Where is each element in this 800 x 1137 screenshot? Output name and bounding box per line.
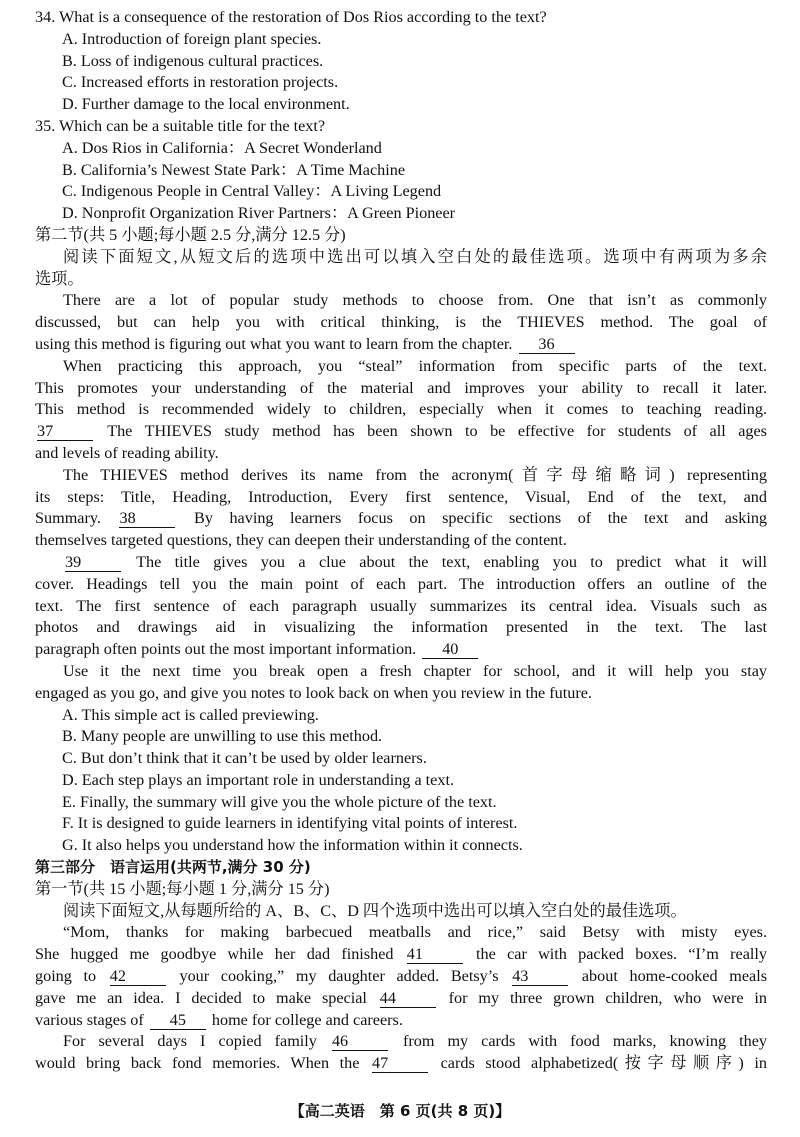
answer-blank: 42 — [110, 968, 166, 986]
text-segment: would bring back fond memories. When the — [35, 1054, 371, 1073]
answer-blank: 47 — [372, 1055, 428, 1073]
text-line — [35, 988, 767, 1010]
text-line — [35, 399, 767, 421]
text-line — [35, 116, 767, 138]
text-segment: For several days I copied family — [63, 1032, 330, 1051]
text-line — [35, 705, 767, 727]
text-line — [35, 1010, 767, 1032]
text-segment: home for college and careers. — [211, 1010, 403, 1029]
text-segment: This method is recommended widely to children, especially when it comes to teaching reading. — [35, 400, 767, 419]
text-segment: 选项。 — [35, 269, 84, 288]
text-segment: “Mom, thanks for making barbecued meatballs and rice,” said Betsy with misty eyes. — [63, 923, 767, 942]
text-line — [35, 465, 767, 487]
answer-blank: 44 — [380, 990, 436, 1008]
answer-blank: 39 — [65, 554, 121, 572]
text-line — [35, 922, 767, 944]
text-line — [35, 356, 767, 378]
answer-blank: 37 — [37, 423, 93, 441]
text-segment: Use it the next time you break open a fresh chapter for school, and it will help you stay — [63, 661, 767, 680]
text-line — [35, 72, 767, 94]
text-line — [35, 421, 767, 443]
text-segment: By having learners focus on specific sections of the text and asking — [194, 509, 767, 528]
text-line — [35, 29, 767, 51]
text-segment: She hugged me goodbye while her dad finished — [35, 945, 405, 964]
text-line — [35, 138, 767, 160]
text-segment: for my three grown children, who were in — [448, 988, 767, 1007]
text-segment: D. Each step plays an important role in understanding a text. — [62, 770, 454, 789]
text-line — [35, 661, 767, 683]
text-segment: B. Loss of indigenous cultural practices. — [62, 51, 324, 70]
text-line — [35, 726, 767, 748]
text-line — [35, 7, 767, 29]
text-line — [35, 508, 767, 530]
text-segment: The title gives you a clue about the text, enabling you to predict what it will — [136, 552, 767, 571]
text-line — [35, 225, 767, 247]
text-segment: using this method is figuring out what you want to learn from the chapter. — [35, 334, 517, 353]
text-line — [35, 552, 767, 574]
answer-blank: 36 — [519, 336, 575, 354]
text-segment: C. Indigenous People in Central Valley：A Living Legend — [62, 182, 442, 201]
text-line — [35, 51, 767, 73]
text-segment: A. Dos Rios in California：A Secret Wonderland — [62, 138, 382, 157]
text-segment: B. California’s Newest State Park：A Time Machine — [62, 160, 406, 179]
text-segment: from my cards with food marks, knowing they — [402, 1032, 767, 1051]
text-segment: A. This simple act is called previewing. — [62, 705, 319, 724]
text-segment: A. Introduction of foreign plant species. — [62, 29, 322, 48]
text-segment: 35. Which can be a suitable title for the text? — [35, 116, 326, 135]
text-segment: E. Finally, the summary will give you the whole picture of the text. — [62, 792, 497, 811]
text-line — [35, 290, 767, 312]
text-segment: B. Many people are unwilling to use this method. — [62, 727, 383, 746]
text-segment: When practicing this approach, you “steal” information from specific parts of the text. — [63, 356, 767, 375]
text-segment: 第二节(共 5 小题;每小题 2.5 分,满分 12.5 分) — [35, 225, 346, 244]
text-line — [35, 378, 767, 400]
text-segment: text. The first sentence of each paragraph usually summarizes its central idea. Visuals such as — [35, 596, 767, 615]
text-segment: discussed, but can help you with critical thinking, is the THIEVES method. The goal of — [35, 313, 767, 332]
text-segment: C. Increased efforts in restoration projects. — [62, 73, 339, 92]
text-line — [35, 94, 767, 116]
text-segment: 第三部分 语言运用(共两节,满分 30 分) — [35, 858, 311, 877]
text-segment: various stages of — [35, 1010, 148, 1029]
text-segment: the car with packed boxes. “I’m really — [476, 945, 767, 964]
text-line — [35, 334, 767, 356]
text-segment: engaged as you go, and give you notes to look back on when you review in the future. — [35, 683, 592, 702]
text-line — [35, 683, 767, 705]
text-line — [35, 160, 767, 182]
text-line — [35, 770, 767, 792]
text-segment: 阅读下面短文,从短文后的选项中选出可以填入空白处的最佳选项。选项中有两项为多余 — [63, 247, 767, 266]
exam-page-body — [35, 7, 767, 1075]
text-segment: its steps: Title, Heading, Introduction, Every first sentence, Visual, End of the text, and — [35, 487, 767, 506]
text-segment: G. It also helps you understand how the information within it connects. — [62, 836, 523, 855]
text-line — [35, 617, 767, 639]
text-line — [35, 487, 767, 509]
text-segment: paragraph often points out the most important information. — [35, 640, 421, 659]
text-line — [35, 835, 767, 857]
text-line — [35, 879, 767, 901]
text-segment: 第一节(共 15 小题;每小题 1 分,满分 15 分) — [35, 879, 330, 898]
text-line — [35, 247, 767, 269]
text-line — [35, 792, 767, 814]
text-segment: 34. What is a consequence of the restoration of Dos Rios according to the text? — [35, 8, 547, 26]
text-line — [35, 574, 767, 596]
answer-blank: 46 — [332, 1033, 388, 1051]
text-segment: gave me an idea. I decided to make special — [35, 988, 378, 1007]
text-line — [35, 639, 767, 661]
text-line — [35, 181, 767, 203]
answer-blank: 45 — [150, 1012, 206, 1030]
answer-blank: 43 — [512, 968, 568, 986]
text-line — [35, 312, 767, 334]
text-segment: photos and drawings aid in visualizing the information presented in the text. The last — [35, 618, 767, 637]
text-line — [35, 203, 767, 225]
text-line — [35, 1031, 767, 1053]
answer-blank: 38 — [119, 510, 175, 528]
text-segment: D. Nonprofit Organization River Partners：A Green Pioneer — [62, 204, 456, 223]
text-line — [35, 596, 767, 618]
answer-blank: 41 — [407, 946, 463, 964]
text-segment: 阅读下面短文,从每题所给的 A、B、C、D 四个选项中选出可以填入空白处的最佳选项。 — [63, 901, 687, 920]
answer-blank: 40 — [422, 641, 478, 659]
text-line — [35, 966, 767, 988]
text-segment: your cooking,” my daughter added. Betsy’s — [179, 967, 511, 986]
text-segment: The THIEVES method derives its name from the acronym(首字母缩略词) representing — [63, 465, 767, 484]
page-footer: 【高二英语 第 6 页(共 8 页)】 — [289, 1102, 511, 1120]
text-segment: cards stood alphabetized(按字母顺序) in — [440, 1054, 767, 1073]
text-segment: Summary. — [35, 509, 118, 528]
text-line — [35, 269, 767, 291]
text-segment: about home-cooked meals — [581, 967, 767, 986]
text-segment: There are a lot of popular study methods to choose from. One that isn’t as commonly — [63, 291, 767, 310]
text-segment: F. It is designed to guide learners in identifying vital points of interest. — [62, 814, 518, 833]
text-segment: This promotes your understanding of the material and improves your ability to recall it later. — [35, 378, 767, 397]
text-segment: C. But don’t think that it can’t be used by older learners. — [62, 749, 427, 768]
text-line — [35, 857, 767, 879]
text-segment: themselves targeted questions, they can deepen their understanding of the content. — [35, 531, 567, 550]
text-line — [35, 901, 767, 923]
text-line — [35, 530, 767, 552]
text-line — [35, 944, 767, 966]
text-segment: The THIEVES study method has been shown to be effective for students of all ages — [107, 422, 767, 441]
text-segment: going to — [35, 967, 108, 986]
text-line — [35, 748, 767, 770]
text-line — [35, 813, 767, 835]
text-line — [35, 443, 767, 465]
text-segment: D. Further damage to the local environment. — [62, 95, 350, 114]
text-segment: cover. Headings tell you the main point of each part. The introduction offers an outline of the — [35, 574, 767, 593]
text-line — [35, 1053, 767, 1075]
text-segment: and levels of reading ability. — [35, 443, 219, 462]
